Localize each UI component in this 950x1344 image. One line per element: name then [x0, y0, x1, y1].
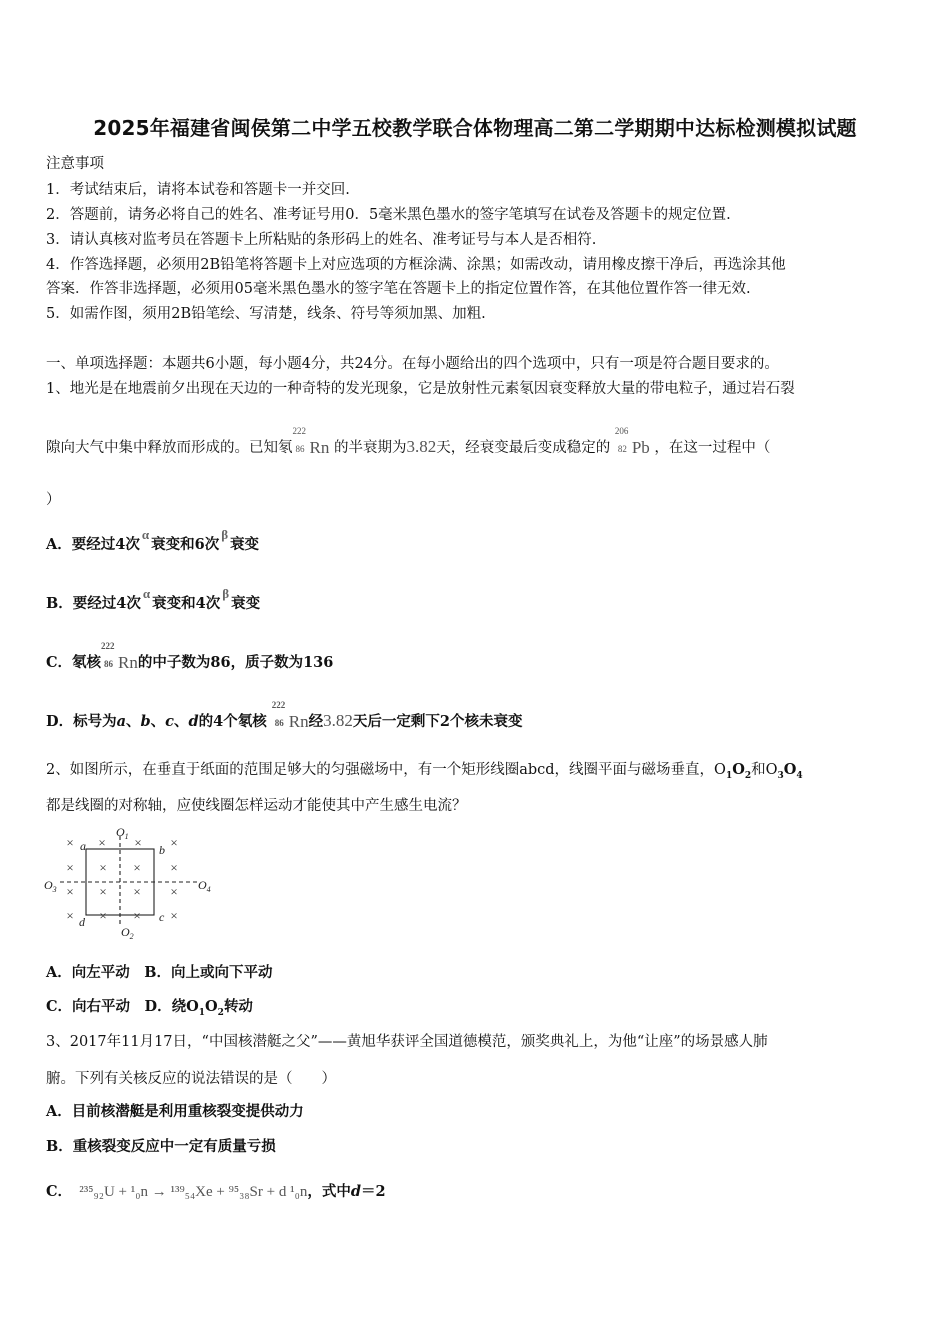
- notice-item: 答案．作答非选择题，必须用05毫米黑色墨水的签字笔在答题卡上的指定位置作答，在其他位置作答一律无效.: [46, 281, 751, 297]
- notice-item: 5．如需作图，须用2B铅笔绘、写清楚，线条、符号等须加黑、加粗.: [46, 306, 486, 322]
- lead-isotope: 206 82 Pb: [614, 426, 650, 457]
- beta-symbol: β: [222, 586, 230, 601]
- field-cross: ×: [134, 835, 142, 850]
- half-life-value: 3.82: [406, 437, 437, 456]
- q2-stem-line2: 都是线圈的对称轴，应使线圈怎样运动才能使其中产生感生电流？: [46, 798, 467, 814]
- field-cross: ×: [66, 884, 74, 899]
- q1-text: 隙向大气中集中释放而形成的。已知氡: [46, 440, 293, 456]
- axis-label-o3: $O_3$: [44, 878, 57, 894]
- notice-item: 1．考试结束后，请将本试卷和答题卡一并交回.: [46, 182, 350, 198]
- q1-text: 的半衰期为: [333, 440, 407, 456]
- corner-label-c: c: [159, 910, 165, 924]
- notice-item: 2．答题前，请务必将自己的姓名、准考证号用0．5毫米黑色墨水的签字笔填写在试卷及答题卡的规定位置.: [46, 207, 731, 223]
- field-cross: ×: [133, 884, 141, 899]
- corner-label-a: a: [80, 839, 86, 853]
- q1-option-c: C．氡核 222 86 Rn的中子数为86，质子数为136: [46, 641, 334, 672]
- field-cross: ×: [66, 908, 74, 923]
- q2-option-c: C．向右平动: [46, 998, 131, 1015]
- notice-heading: 注意事项: [46, 156, 104, 172]
- field-cross: ×: [133, 908, 141, 923]
- field-cross: ×: [170, 884, 178, 899]
- page-title: 2025年福建省闽侯第二中学五校教学联合体物理高二第二学期期中达标检测模拟试题: [93, 116, 857, 140]
- corner-label-b: b: [159, 843, 165, 857]
- q2-options-row1: [46, 961, 273, 982]
- q1-option-b: B．要经过4次α衰变和4次β衰变: [46, 586, 261, 612]
- axis-label-o1: $O_1$: [116, 825, 129, 841]
- q1-stem-line2: [46, 426, 771, 458]
- coil-magnetic-field-figure: [40, 822, 220, 944]
- axis-label-o2: $O_2$: [121, 925, 134, 941]
- q1-text: 天，经衰变最后变成稳定的: [436, 440, 611, 456]
- q2-option-a: A．向左平动: [46, 964, 130, 981]
- q2-option-b: B．向上或向下平动: [144, 964, 273, 981]
- radon-isotope: 222 86 Rn: [292, 426, 330, 457]
- axis-label-o4: $O_4$: [198, 878, 211, 894]
- section-heading: 一、单项选择题：本题共6小题，每小题4分，共24分。在每小题给出的四个选项中，只有一项是符合题目要求的。: [46, 356, 779, 372]
- q3-stem-line1: 3、2017年11月17日，“中国核潜艇之父”——黄旭华获评全国道德模范，颁奖典礼上，为他“让座”的场景感人肺: [46, 1034, 768, 1050]
- q2-option-d: D．绕$O_1O_2$转动: [144, 998, 253, 1018]
- beta-symbol: β: [221, 527, 229, 542]
- q3-stem-line2: 腑。下列有关核反应的说法错误的是（ ）: [46, 1071, 336, 1087]
- nuclear-equation: ²³⁵₉₂U + ¹₀n → ¹³⁹₅₄Xe + ⁹⁵₃₈Sr + d ¹₀n: [79, 1184, 308, 1200]
- field-cross: ×: [170, 835, 178, 850]
- field-cross: ×: [66, 835, 74, 850]
- alpha-symbol: α: [141, 527, 150, 542]
- q1-stem-line3: ）: [46, 492, 61, 508]
- q1-option-d: D．标号为a、b、c、d的4个氡核 222 86 Rn经3.82天后一定剩下2个核未衰变: [46, 700, 523, 731]
- notice-item: 4．作答选择题，必须用2B铅笔将答题卡上对应选项的方框涂满、涂黑；如需改动，请用橡皮擦干净后，再选涂其他: [46, 257, 786, 273]
- radon-isotope: 222 86 Rn: [271, 700, 309, 731]
- q2-stem-line1: 2、如图所示，在垂直于纸面的范围足够大的匀强磁场中，有一个矩形线圈abcd，线圈平面与磁场垂直，$O_1O_2$和$O_3O_4$: [46, 761, 803, 781]
- q3-option-b: B．重核裂变反应中一定有质量亏损: [46, 1138, 276, 1155]
- q1-option-a: A．要经过4次α衰变和6次β衰变: [46, 527, 260, 553]
- field-cross: ×: [98, 835, 106, 850]
- alpha-symbol: α: [142, 586, 151, 601]
- q3-option-c: C． ²³⁵₉₂U + ¹₀n → ¹³⁹₅₄Xe + ⁹⁵₃₈Sr + d ¹₀n，式中d＝2: [46, 1183, 386, 1200]
- q1-text: ，在这一过程中（: [654, 440, 771, 456]
- field-cross: ×: [170, 908, 178, 923]
- field-cross: ×: [99, 908, 107, 923]
- field-cross: ×: [99, 884, 107, 899]
- notice-item: 3．请认真核对监考员在答题卡上所粘贴的条形码上的姓名、准考证号与本人是否相符.: [46, 232, 597, 248]
- q3-option-a: A．目前核潜艇是利用重核裂变提供动力: [46, 1103, 304, 1120]
- field-cross: ×: [66, 860, 74, 875]
- field-cross: ×: [99, 860, 107, 875]
- field-cross: ×: [133, 860, 141, 875]
- field-cross: ×: [170, 860, 178, 875]
- radon-isotope: 222 86 Rn: [101, 641, 138, 672]
- corner-label-d: d: [79, 915, 85, 929]
- q1-stem-line1: 1、地光是在地震前夕出现在天边的一种奇特的发光现象，它是放射性元素氡因衰变释放大量的带电粒子，通过岩石裂: [46, 381, 795, 397]
- q2-options-row2: [46, 995, 253, 1018]
